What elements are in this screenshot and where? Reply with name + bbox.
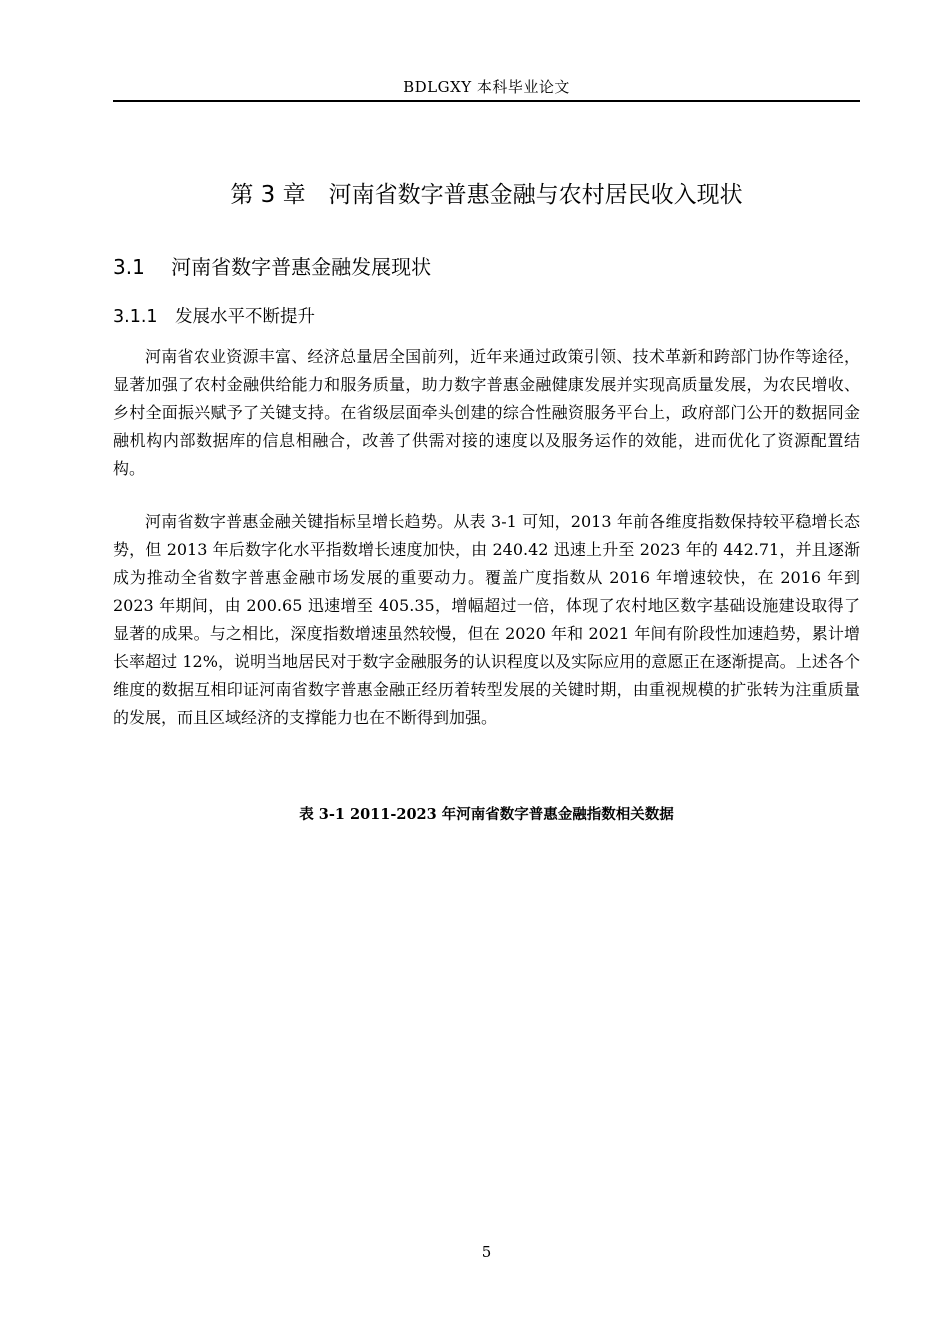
paragraph-text: 河南省农业资源丰富、经济总量居全国前列，近年来通过政策引领、技术革新和跨部门协作等途径，显著加强了农村金融供给能力和服务质量，助力数字普惠金融健康发展并实现高质量发展，为农民增收、乡村全面振兴赋予了关键支持。在省级层面牵头创建的综合性融资服务平台上，政府部门公开的数据同金融机构内部数据库的信息相融合，改善了供需对接的速度以及服务运作的效能，进而优化了资源配置结构。 <box>113 347 860 478</box>
paragraph-text: 河南省数字普惠金融关键指标呈增长趋势。从表 3-1 可知，2013 年前各维度指数保持较平稳增长态势，但 2013 年后数字化水平指数增长速度加快，由 240.42 迅速上升至 2023 年的 442.71，并且逐渐成为推动全省数字普惠金融市场发展的重要动力。覆盖广度指数从 2016 年增速较快，在 2016 年到 2023 年期间，由 200.65 迅速增至 405.35，增幅超过一倍，体现了农村地区数字基础设施建设取得了显著的成果。与之相比，深度指数增速虽然较慢，但在 2020 年和 2021 年间有阶段性加速趋势，累计增长率超过 12%，说明当地居民对于数字金融服务的认识程度以及实际应用的意愿正在逐渐提高。上述各个维度的数据互相印证河南省数字普惠金融正经历着转型发展的关键时期，由重视规模的扩张转为注重质量的发展，而且区域经济的支撑能力也在不断得到加强。 <box>113 512 860 727</box>
running-header: BDLGXY 本科毕业论文 <box>403 78 570 96</box>
table-caption: 表 3-1 2011-2023 年河南省数字普惠金融指数相关数据 <box>299 806 674 823</box>
chapter-title: 第 3 章 河南省数字普惠金融与农村居民收入现状 <box>230 182 743 208</box>
page-number: 5 <box>481 1243 492 1261</box>
body-paragraph-2 <box>113 508 860 732</box>
subsection-title: 3.1.1 发展水平不断提升 <box>113 307 316 327</box>
section-title: 3.1 河南省数字普惠金融发展现状 <box>113 255 432 279</box>
header-rule <box>113 100 860 102</box>
body-paragraph-1 <box>113 343 860 483</box>
